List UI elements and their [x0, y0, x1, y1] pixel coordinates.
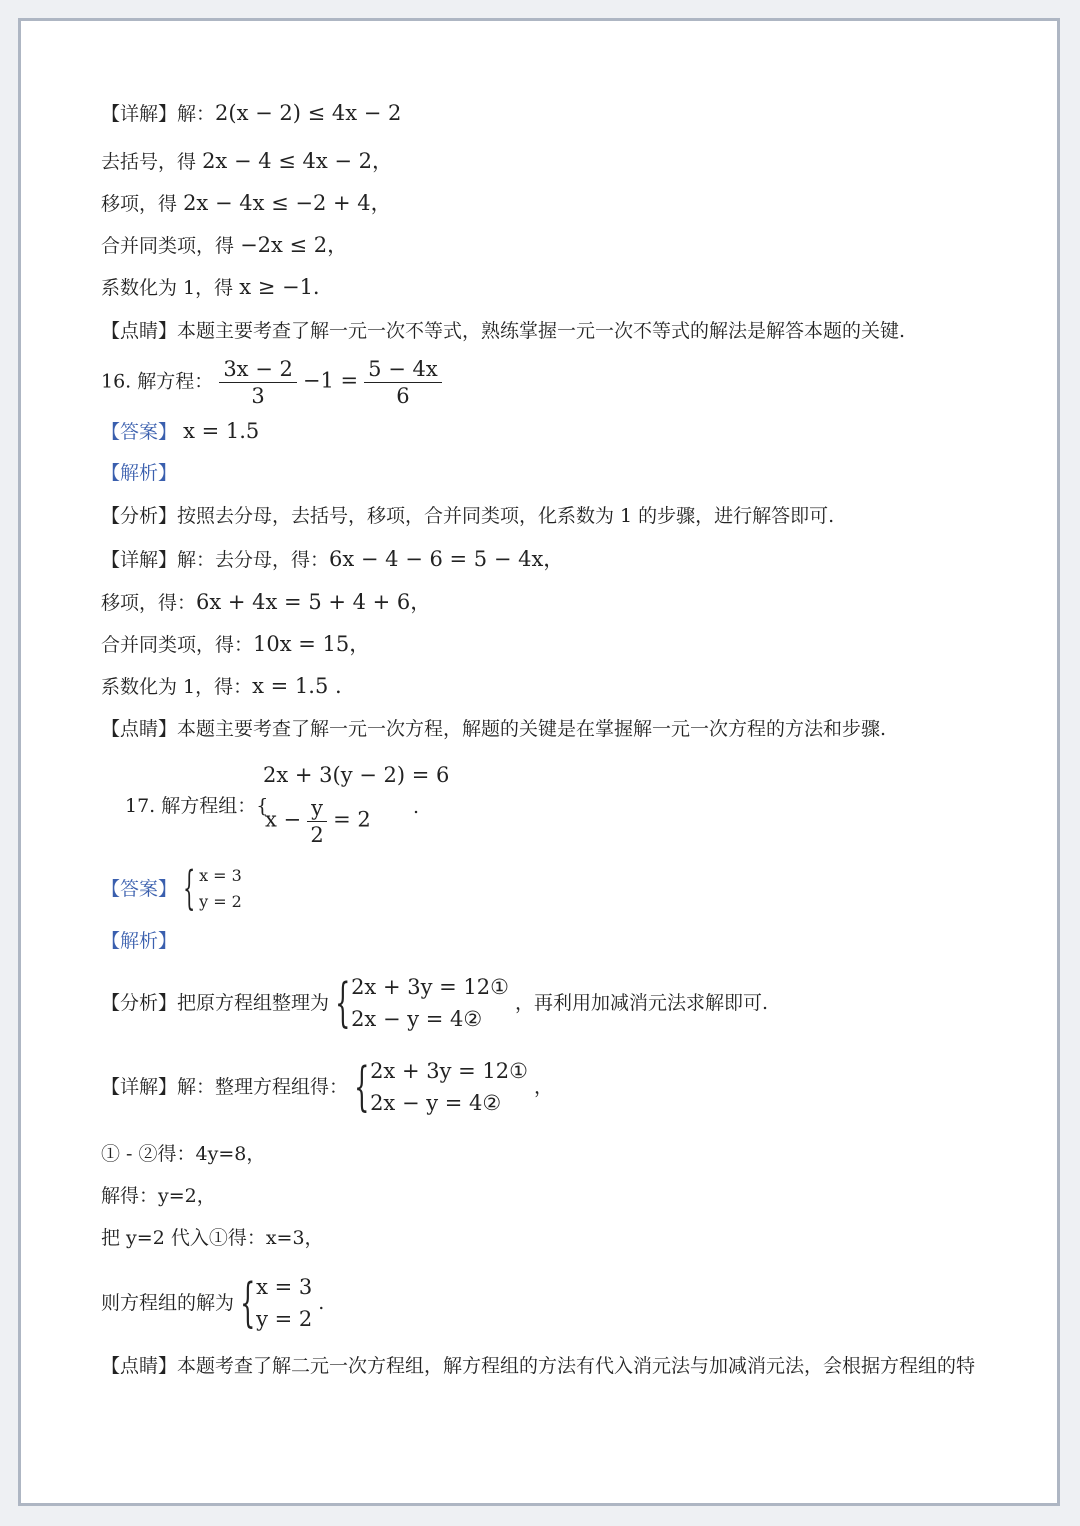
- answer-system: [183, 863, 242, 915]
- denominator: 2: [310, 823, 324, 847]
- comment-17: 【点睛】本题考查了解二元一次方程组，解方程组的方法有代入消元法与加减消元法，会根据方程组的特: [101, 1355, 976, 1377]
- step-17-2: 解得：y=2，: [101, 1185, 216, 1207]
- step-text: 系数化为 1，得：: [101, 676, 253, 698]
- answer-label: 【答案】: [101, 878, 178, 900]
- step-coefficient: [101, 275, 320, 300]
- question-16: [101, 356, 442, 409]
- inequality: 2(x − 2) ≤ 4x − 2: [215, 101, 402, 125]
- answer-16: [101, 419, 259, 444]
- step-text: 合并同类项，得：: [101, 634, 254, 656]
- detail-label: 【详解】解：: [101, 103, 216, 125]
- step-17-1: ① - ②得：4y=8，: [101, 1143, 266, 1165]
- step-math: 2x − 4x ≤ −2 + 4，: [183, 191, 392, 215]
- detail-16-line-1: [101, 547, 564, 572]
- answer-17: [101, 863, 242, 915]
- analysis-16: 【分析】按照去分母，去括号，移项，合并同类项，化系数为 1 的步骤，进行解答即可.: [101, 505, 835, 527]
- equation-part: = 2: [333, 807, 371, 832]
- system-row: x = 3: [256, 1275, 313, 1299]
- system-row: y = 2: [256, 1307, 313, 1331]
- brace: {: [240, 1272, 256, 1334]
- analysis-label-16: 【解析】: [101, 462, 178, 484]
- fraction-right: [364, 356, 442, 409]
- system-rearranged: [335, 971, 509, 1035]
- analysis-label-17: 【解析】: [101, 930, 178, 952]
- step-math: 6x + 4x = 5 + 4 + 6，: [196, 590, 432, 614]
- answer-value: x = 1.5: [183, 419, 260, 443]
- system-row: 2x − y = 4②: [351, 1007, 483, 1031]
- detail-line-1: [101, 101, 401, 126]
- brace: {: [335, 972, 351, 1034]
- step-math: 6x − 4 − 6 = 5 − 4x，: [329, 547, 565, 571]
- fraction-left: [219, 356, 297, 409]
- answer-label: 【答案】: [101, 421, 178, 443]
- system-row: y = 2: [199, 892, 242, 911]
- numerator: 5 − 4x: [364, 356, 442, 383]
- system-row: 2x + 3y = 12①: [351, 975, 509, 999]
- q17-equation-2: [265, 795, 371, 848]
- step-17-4: [101, 1271, 324, 1335]
- detail-16-line-3: [101, 632, 370, 657]
- step-text: 【分析】把原方程组整理为: [101, 992, 330, 1014]
- analysis-17: [101, 971, 768, 1035]
- q17-label: 17. 解方程组：{: [125, 795, 269, 817]
- question-label: 16. 解方程：: [101, 370, 214, 393]
- step-text: 移项，得: [101, 193, 178, 215]
- operator: −1 =: [302, 368, 359, 393]
- fraction-y-2: [307, 795, 327, 848]
- denominator: 3: [251, 384, 265, 408]
- system-row: 2x − y = 4②: [370, 1091, 502, 1115]
- step-math: x ≥ −1.: [239, 275, 320, 299]
- detail-16-line-2: [101, 590, 431, 615]
- detail-16-line-4: [101, 674, 342, 699]
- step-text: 合并同类项，得: [101, 235, 235, 257]
- step-combine: [101, 233, 348, 258]
- brace: {: [183, 862, 196, 916]
- denominator: 6: [396, 384, 410, 408]
- system-row: 2x + 3y = 12①: [370, 1059, 528, 1083]
- step-text: ，: [533, 1076, 553, 1098]
- equation-part: x −: [265, 807, 302, 832]
- step-text: 【详解】解：整理方程组得：: [101, 1076, 349, 1098]
- step-text: ，再利用加减消元法求解即可.: [514, 992, 769, 1014]
- step-transpose: [101, 191, 392, 216]
- document-page: [18, 18, 1060, 1506]
- system-row: x = 3: [199, 866, 242, 885]
- system-detail: [354, 1055, 528, 1119]
- solution-system: [240, 1271, 312, 1335]
- comment-16: 【点睛】本题主要考查了解一元一次方程，解题的关键是在掌握解一元一次方程的方法和步骤.: [101, 718, 887, 740]
- step-math: −2x ≤ 2，: [240, 233, 349, 257]
- q17-equation-1: 2x + 3(y − 2) = 6: [263, 763, 450, 787]
- step-17-3: 把 y=2 代入①得：x=3，: [101, 1227, 324, 1249]
- step-math: 10x = 15，: [253, 632, 371, 656]
- detail-17: [101, 1055, 553, 1119]
- step-text: 去括号，得: [101, 151, 197, 173]
- step-text: .: [318, 1292, 325, 1314]
- step-remove-brackets: [101, 149, 393, 174]
- step-text: 【详解】解：去分母，得：: [101, 549, 330, 571]
- numerator: y: [307, 795, 327, 822]
- brace: {: [354, 1056, 370, 1118]
- numerator: 3x − 2: [219, 356, 297, 383]
- comment-line: 【点睛】本题主要考查了解一元一次不等式，熟练掌握一元一次不等式的解法是解答本题的关键.: [101, 320, 906, 342]
- step-text: 系数化为 1，得: [101, 277, 234, 299]
- step-text: 则方程组的解为: [101, 1292, 235, 1314]
- step-math: x = 1.5 .: [252, 674, 342, 698]
- q17-period: .: [413, 796, 420, 818]
- step-math: 2x − 4 ≤ 4x − 2，: [202, 149, 394, 173]
- step-text: 移项，得：: [101, 592, 197, 614]
